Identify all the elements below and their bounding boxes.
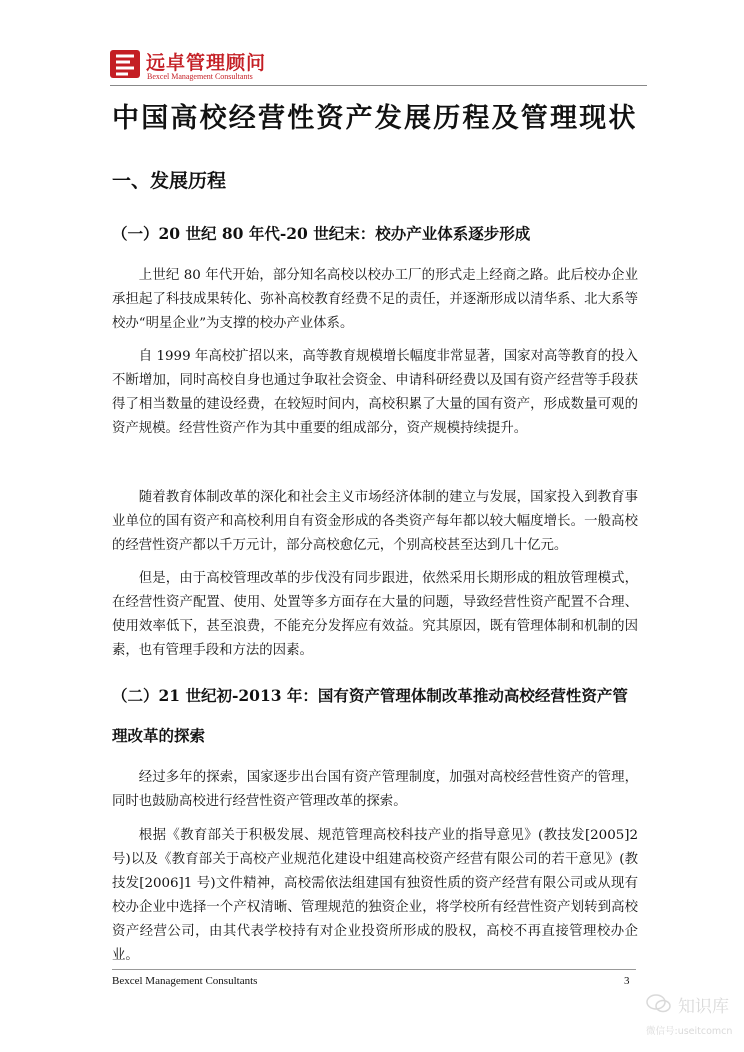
paragraph: 经过多年的探索，国家逐步出台国有资产管理制度，加强对高校经营性资产的管理，同时也鼓励高校进行经营性资产管理改革的探索。 — [112, 770, 638, 809]
watermark-name: 知识库 — [678, 997, 729, 1017]
footer-company: Bexcel Management Consultants — [112, 975, 258, 987]
section-heading: 一、发展历程 — [112, 170, 227, 192]
brand-name-en: Bexcel Management Consultants — [147, 72, 253, 81]
brand-logo-icon — [110, 48, 140, 80]
footer-divider — [112, 969, 636, 970]
subsection-heading-1: （一）20 世纪 80 年代-20 世纪末：校办产业体系逐步形成 — [112, 224, 531, 243]
document-title: 中国高校经营性资产发展历程及管理现状 — [112, 103, 638, 134]
header-divider — [110, 85, 647, 86]
paragraph: 但是，由于高校管理改革的步伐没有同步跟进，依然采用长期形成的粗放管理模式，在经营性资产配置、使用、处置等多方面存在大量的问题，导致经营性资产配置不合理、使用效率低下，甚至浪费，不能充分发挥应有效益。究其原因，既有管理体制和机制的因素，也有管理手段和方法的因素。 — [112, 571, 638, 658]
watermark-account: 微信号:useitcomcn — [646, 1026, 733, 1037]
paragraph: 随着教育体制改革的深化和社会主义市场经济体制的建立与发展，国家投入到教育事业单位的国有资产和高校利用自有资金形成的各类资产每年都以较大幅度增长。一般高校的经营性资产都以千万元计，部分高校愈亿元，个别高校甚至达到几十亿元。 — [112, 490, 638, 553]
subsection-heading-2: （二）21 世纪初-2013 年：国有资产管理体制改革推动高校经营性资产管理改革的探索 — [112, 686, 628, 745]
watermark — [646, 992, 740, 1048]
wechat-icon — [646, 994, 672, 1014]
paragraph: 上世纪 80 年代开始，部分知名高校以校办工厂的形式走上经商之路。此后校办企业承担起了科技成果转化、弥补高校教育经费不足的责任，并逐渐形成以清华系、北大系等校办“明星企业”为支撑的校办产业体系。 — [112, 268, 638, 331]
brand-name-cn: 远卓管理顾问 — [146, 52, 267, 74]
page-header — [110, 48, 650, 88]
paragraph: 根据《教育部关于积极发展、规范管理高校科技产业的指导意见》(教技发[2005]2 号)以及《教育部关于高校产业规范化建设中组建高校资产经营有限公司的若干意见》(教技发[2006]1 号)文件精神，高校需依法组建国有独资性质的资产经营有限公司或从现有校办企业中选择一个产权清晰、管理规范的独资企业，将学校所有经营性资产划转到高校资产经营公司，由其代表学校持有对企业投资所形成的股权，高校不再直接管理校办企业。 — [112, 828, 638, 963]
paragraph: 自 1999 年高校扩招以来，高等教育规模增长幅度非常显著，国家对高等教育的投入不断增加，同时高校自身也通过争取社会资金、申请科研经费以及国有资产经营等手段获得了相当数量的建设经费，在较短时间内，高校积累了大量的国有资产，形成数量可观的资产规模。经营性资产作为其中重要的组成部分，资产规模持续提升。 — [112, 349, 638, 436]
page-number: 3 — [624, 975, 630, 987]
